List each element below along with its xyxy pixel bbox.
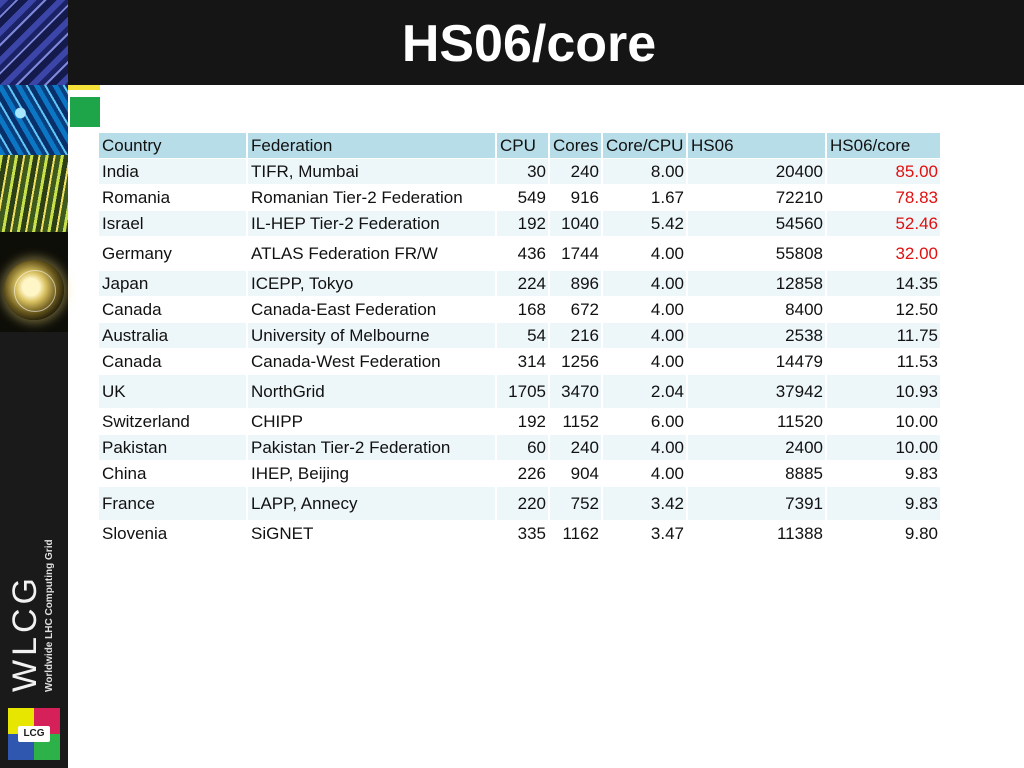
cell-federation: Pakistan Tier-2 Federation xyxy=(247,435,496,461)
cell-cpu: 192 xyxy=(496,211,549,237)
cell-country: Australia xyxy=(99,323,247,349)
table-row xyxy=(99,521,941,547)
cell-cpu: 54 xyxy=(496,323,549,349)
cell-country: Canada xyxy=(99,349,247,375)
cell-cpu: 436 xyxy=(496,237,549,271)
cell-core-per-cpu: 4.00 xyxy=(602,349,687,375)
cell-hs06: 14479 xyxy=(687,349,826,375)
table-row xyxy=(99,409,941,435)
cell-cores: 904 xyxy=(549,461,602,487)
cell-hs06: 2400 xyxy=(687,435,826,461)
cell-cpu: 224 xyxy=(496,271,549,297)
accent-bar-yellow xyxy=(68,85,100,90)
cell-core-per-cpu: 6.00 xyxy=(602,409,687,435)
cell-country: India xyxy=(99,159,247,185)
decorative-photo-fibers xyxy=(0,155,68,232)
cell-hs06-per-core: 9.83 xyxy=(826,487,941,521)
cell-core-per-cpu: 8.00 xyxy=(602,159,687,185)
column-header-cores: Cores xyxy=(549,133,602,159)
cell-core-per-cpu: 4.00 xyxy=(602,323,687,349)
cell-federation: CHIPP xyxy=(247,409,496,435)
table-header-row xyxy=(99,133,941,159)
cell-cpu: 226 xyxy=(496,461,549,487)
table-row xyxy=(99,487,941,521)
cell-cores: 240 xyxy=(549,435,602,461)
cell-cores: 1162 xyxy=(549,521,602,547)
decorative-photo-cables xyxy=(0,0,68,85)
cell-hs06-per-core: 9.83 xyxy=(826,461,941,487)
cell-cores: 672 xyxy=(549,297,602,323)
table-row xyxy=(99,349,941,375)
cell-country: Japan xyxy=(99,271,247,297)
cell-cores: 1256 xyxy=(549,349,602,375)
wlcg-logo-subtitle: Worldwide LHC Computing Grid xyxy=(44,539,55,692)
cell-cpu: 314 xyxy=(496,349,549,375)
cell-federation: ATLAS Federation FR/W xyxy=(247,237,496,271)
cell-cpu: 549 xyxy=(496,185,549,211)
cell-hs06: 37942 xyxy=(687,375,826,409)
wlcg-logo-text: WLCG xyxy=(6,574,44,692)
cell-cpu: 60 xyxy=(496,435,549,461)
cell-hs06-per-core: 11.53 xyxy=(826,349,941,375)
cell-hs06-per-core: 32.00 xyxy=(826,237,941,271)
cell-hs06-per-core: 12.50 xyxy=(826,297,941,323)
table-row xyxy=(99,271,941,297)
column-header-core-per-cpu: Core/CPU xyxy=(602,133,687,159)
cell-cores: 240 xyxy=(549,159,602,185)
cell-cpu: 220 xyxy=(496,487,549,521)
cell-federation: NorthGrid xyxy=(247,375,496,409)
cell-hs06-per-core: 10.93 xyxy=(826,375,941,409)
column-header-federation: Federation xyxy=(247,133,496,159)
hs06-per-core-table xyxy=(99,133,942,547)
cell-cpu: 192 xyxy=(496,409,549,435)
cell-hs06: 12858 xyxy=(687,271,826,297)
title-bar xyxy=(68,0,1024,85)
cell-cores: 1040 xyxy=(549,211,602,237)
cell-cpu: 30 xyxy=(496,159,549,185)
cell-federation: Canada-East Federation xyxy=(247,297,496,323)
table-row xyxy=(99,211,941,237)
cell-core-per-cpu: 3.47 xyxy=(602,521,687,547)
cell-country: Germany xyxy=(99,237,247,271)
column-header-cpu: CPU xyxy=(496,133,549,159)
lcg-logo-text: LCG xyxy=(18,726,50,742)
cell-cpu: 168 xyxy=(496,297,549,323)
cell-federation: IL-HEP Tier-2 Federation xyxy=(247,211,496,237)
table-row xyxy=(99,435,941,461)
cell-cores: 752 xyxy=(549,487,602,521)
cell-cores: 896 xyxy=(549,271,602,297)
table-row xyxy=(99,185,941,211)
cell-federation: Romanian Tier-2 Federation xyxy=(247,185,496,211)
cell-federation: LAPP, Annecy xyxy=(247,487,496,521)
table-row xyxy=(99,323,941,349)
cell-hs06-per-core: 9.80 xyxy=(826,521,941,547)
cell-core-per-cpu: 4.00 xyxy=(602,297,687,323)
cell-core-per-cpu: 4.00 xyxy=(602,271,687,297)
cell-federation: IHEP, Beijing xyxy=(247,461,496,487)
decorative-photo-network xyxy=(0,85,68,155)
cell-hs06: 11388 xyxy=(687,521,826,547)
cell-hs06-per-core: 85.00 xyxy=(826,159,941,185)
cell-core-per-cpu: 4.00 xyxy=(602,237,687,271)
cell-country: China xyxy=(99,461,247,487)
column-header-hs06-per-core: HS06/core xyxy=(826,133,941,159)
cell-core-per-cpu: 4.00 xyxy=(602,461,687,487)
left-sidebar-decoration xyxy=(0,0,68,768)
cell-hs06: 72210 xyxy=(687,185,826,211)
cell-country: France xyxy=(99,487,247,521)
cell-cores: 1744 xyxy=(549,237,602,271)
cell-core-per-cpu: 5.42 xyxy=(602,211,687,237)
cell-cores: 916 xyxy=(549,185,602,211)
table-row xyxy=(99,237,941,271)
cell-hs06-per-core: 14.35 xyxy=(826,271,941,297)
table-row xyxy=(99,159,941,185)
table-row xyxy=(99,461,941,487)
wlcg-logo xyxy=(0,520,68,700)
cell-country: Switzerland xyxy=(99,409,247,435)
globe-grid-icon xyxy=(14,270,56,312)
cell-hs06: 8400 xyxy=(687,297,826,323)
cell-federation: University of Melbourne xyxy=(247,323,496,349)
cell-federation: TIFR, Mumbai xyxy=(247,159,496,185)
cell-hs06: 20400 xyxy=(687,159,826,185)
cell-hs06-per-core: 10.00 xyxy=(826,409,941,435)
cell-country: Canada xyxy=(99,297,247,323)
cell-country: Romania xyxy=(99,185,247,211)
cell-core-per-cpu: 1.67 xyxy=(602,185,687,211)
cell-hs06: 11520 xyxy=(687,409,826,435)
cell-cores: 216 xyxy=(549,323,602,349)
cell-hs06: 55808 xyxy=(687,237,826,271)
column-header-hs06: HS06 xyxy=(687,133,826,159)
table-row xyxy=(99,375,941,409)
cell-country: Pakistan xyxy=(99,435,247,461)
cell-hs06: 2538 xyxy=(687,323,826,349)
cell-country: Israel xyxy=(99,211,247,237)
cell-core-per-cpu: 3.42 xyxy=(602,487,687,521)
cell-hs06-per-core: 10.00 xyxy=(826,435,941,461)
column-header-country: Country xyxy=(99,133,247,159)
page-title: HS06/core xyxy=(401,15,657,73)
cell-country: Slovenia xyxy=(99,521,247,547)
cell-hs06: 54560 xyxy=(687,211,826,237)
cell-hs06-per-core: 78.83 xyxy=(826,185,941,211)
cell-core-per-cpu: 4.00 xyxy=(602,435,687,461)
accent-square-green xyxy=(70,97,100,127)
cell-hs06: 7391 xyxy=(687,487,826,521)
cell-hs06-per-core: 11.75 xyxy=(826,323,941,349)
table-row xyxy=(99,297,941,323)
cell-country: UK xyxy=(99,375,247,409)
cell-cores: 3470 xyxy=(549,375,602,409)
cell-cores: 1152 xyxy=(549,409,602,435)
cell-federation: Canada-West Federation xyxy=(247,349,496,375)
cell-core-per-cpu: 2.04 xyxy=(602,375,687,409)
cell-federation: ICEPP, Tokyo xyxy=(247,271,496,297)
cell-cpu: 1705 xyxy=(496,375,549,409)
cell-federation: SiGNET xyxy=(247,521,496,547)
cell-cpu: 335 xyxy=(496,521,549,547)
cell-hs06-per-core: 52.46 xyxy=(826,211,941,237)
cell-hs06: 8885 xyxy=(687,461,826,487)
lcg-logo xyxy=(8,708,60,760)
